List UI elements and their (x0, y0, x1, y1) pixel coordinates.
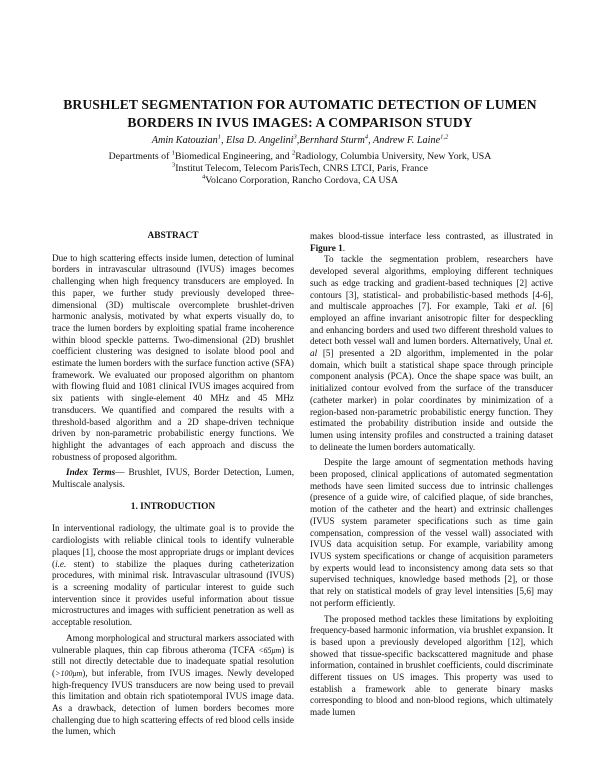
affil-text: Departments of (108, 151, 172, 162)
intro-paragraph-2: Among morphological and structural markers associated with vulnerable plaques, thin cap fibrous atheroma (TCFA <65μm) is still not directly detectable due to inadequate spatial resolution (>100μm), but inferable, from IVUS images. Newly developed high-frequency IVUS transducers are now being used to prevail this limitation and obtain rich spatiotemporal IVUS image data. As a drawback, detection of lumen borders becomes more challenging due to high scattering effects of red blood cells inside the lumen, which (52, 632, 294, 737)
title-line-1: BRUSHLET SEGMENTATION FOR AUTOMATIC DETECTION OF LUMEN (63, 97, 537, 112)
affiliation-line-3 (40, 175, 560, 187)
abstract-heading: ABSTRACT (147, 231, 199, 241)
author-name: Bernhard Sturm (299, 135, 365, 146)
author-name: Elsa D. Angelini (226, 135, 294, 146)
intro-continuation: makes blood-tissue interface less contrasted, as illustrated in Figure 1. (310, 231, 553, 253)
et-al-1: et al. (515, 301, 537, 312)
affil-text: Institut Telecom, Telecom ParisTech, CNRS LTCI, Paris, France (175, 163, 428, 174)
affil-sup: 1 (171, 149, 176, 157)
author-name: Amin Katouzian (151, 135, 218, 146)
affil-text: Radiology, Columbia University, New York, USA (295, 151, 492, 162)
affiliations (40, 151, 560, 187)
right-column (310, 231, 553, 719)
affiliation-line-2 (40, 163, 560, 175)
et-al-2: et. al (310, 336, 553, 359)
affil-sup: 2 (292, 149, 296, 157)
author-affil-sup: 1,2 (440, 133, 449, 141)
index-terms-text: — Brushlet, IVUS, Border Detection, Lumen, Multiscale analysis. (52, 467, 295, 490)
author-affil-sup: 4 (364, 133, 369, 141)
ie-abbrev: i.e. (55, 558, 67, 569)
author-name: Andrew F. Laine (373, 135, 441, 146)
index-terms-label: Index Terms (66, 467, 116, 478)
author-affil-sup: 1 (217, 133, 221, 141)
introduction-heading: 1. INTRODUCTION (130, 501, 216, 512)
affil-text: Volcano Corporation, Rancho Cordova, CA USA (205, 175, 398, 186)
author-list: Amin Katouzian$^1$, Elsa D. Angelini$^3$,Bernhard Sturm$^4$, Andrew F. Laine$^{1,2}$ (151, 133, 449, 146)
affiliation-line-1 (40, 151, 560, 163)
abstract-text: Due to high scattering effects inside lumen, detection of luminal borders in intravascular ultrasound (IVUS) images becomes challenging when high frequency transducers are employed. In this paper, we further study previously developed three-dimensional (3D) multiscale overcomplete brushlet-driven harmonic analysis, motivated by what experts visually do, to trace the lumen borders by exploiting spatial frame incoherence within blood speckle patterns. Two-dimensional (2D) brushlet coefficient clustering was designed to isolate blood pool and estimate the lumen borders with the surface function active (SFA) framework. We evaluated our proposed algorithm on phantom with flowing fluid and 1081 clinical IVUS images acquired from six patients with single-element 40 MHz and 45 MHz transducers. We quantified and compared the results with a threshold-based algorithm and a 2D shape-driven technique driven by non-parametric probabilistic energy functions. We highlight the advantages of each approach and discuss the robustness of proposed algorithm. (52, 252, 294, 462)
intro-paragraph-4: Despite the large amount of segmentation methods having been proposed, clinical applications of automated segmentation methods have seen limited success due to intrinsic challenges (presence of a guide wire, of calcified plaque, of side branches, motion of the catheter and the heart) and extrinsic challenges (IVUS system parameter specifications such as time gain compensation, compression of the vessel wall) associated with IVUS data acquisition setup. For example, variability among IVUS system specifications or change of acquisition parameters by experts would lead to inconsistency among data sets so that supervised techniques, knowledge based methods [2], or those that rely on statistical models of gray level intensities [5,6] may not perform efficiently. (310, 457, 553, 608)
figure-1-reference: Figure 1 (310, 242, 343, 253)
tcfa-threshold-math: <65μm (258, 645, 282, 655)
left-column (52, 231, 294, 738)
index-terms (52, 467, 294, 490)
paper-title (40, 96, 560, 132)
affil-text: Biomedical Engineering, and (175, 151, 293, 162)
intro-paragraph-1: In interventional radiology, the ultimate goal is to provide the cardiologists with reliable clinical tools to identify vulnerable plaques [1], choose the most appropriate drugs or implant devices (i.e. stent) to stabilize the plaques during catheterization procedures, with minimal risk. Intravascular ultrasound (IVUS) is a screening modality of particular interest to guide such intervention since it provides useful information about tissue microstructures and images with sufficient penetration as well as acceptable resolution. (52, 523, 294, 628)
author-affil-sup: 3 (293, 133, 297, 141)
title-line-2: BORDERS IN IVUS IMAGES: A COMPARISON STUDY (127, 115, 473, 130)
affil-sup: 4 (202, 173, 206, 181)
intro-paragraph-5: The proposed method tackles these limitations by exploiting frequency-based harmonic information, via brushlet expansion. It is based upon a previously developed algorithm [12], which showed that tissue-specific backscattered magnitude and phase information, contained in brushlet coefficients, could discriminate different tissues on US images. This property was used to establish a framework able to generate binary masks corresponding to blood and non-blood regions, which ultimately made lumen (310, 613, 553, 718)
intro-paragraph-3: To tackle the segmentation problem, researchers have developed several algorithms, employing different techniques such as edge tracking and gradient-based techniques [2] active contours [3], statistical- and probabilistic-based methods [4-6], and multiscale approaches [7]. For example, Taki et al. [6] employed an affine invariant anisotropic filter for despeckling and enhancing borders and used two different threshold values to detect both vessel wall and lumen borders. Alternatively, Unal et. al [5] presented a 2D algorithm, implemented in the polar domain, which built a statistical shape space through principle component analysis (PCA). Once the shape space was built, an initialized contour evolved from the surface of the transducer (catheter marker) in polar coordinates by minimization of a region-based non-parametric probabilistic energy function. They estimated the probability distribution inside and outside the lumen using intensity profiles and constructed a training dataset to delineate the lumen borders automatically. (310, 254, 553, 452)
affil-sup: 3 (172, 161, 176, 169)
resolution-math: >100μm (55, 668, 83, 678)
